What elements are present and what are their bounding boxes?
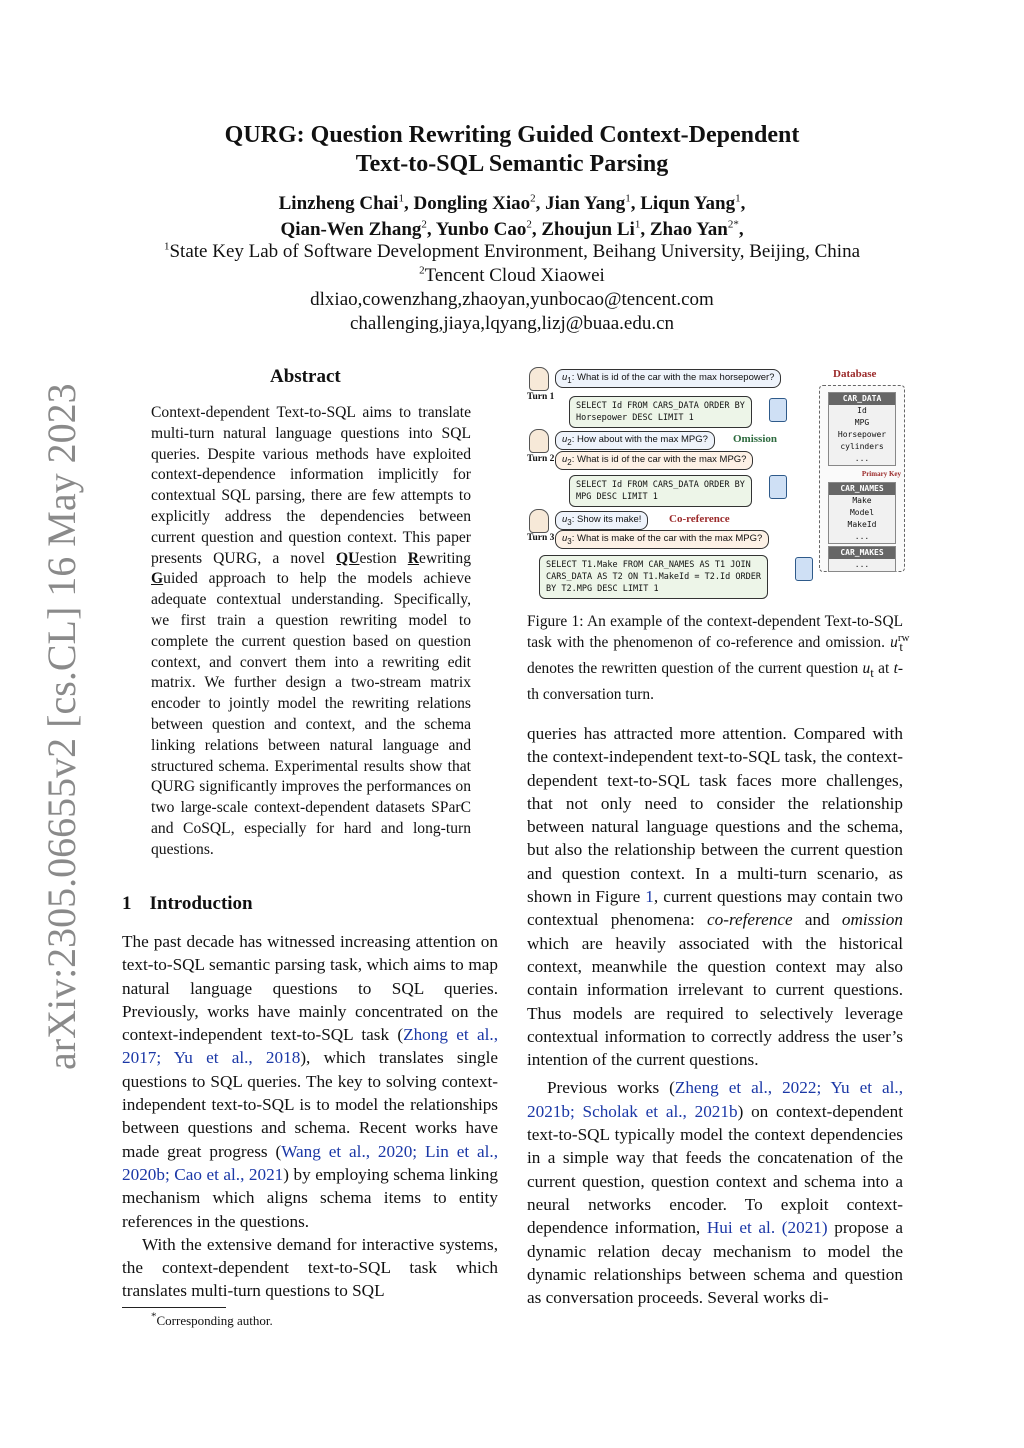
question-u3: $u_3$: Show its make! bbox=[555, 511, 648, 530]
table-car-names: CAR_NAMES Make Model MakeId ... bbox=[828, 482, 896, 544]
database-title: Database bbox=[833, 368, 877, 380]
author-line-1: Linzheng Chai$^1$, Dongling Xiao$^2$, Jian Yang$^1$, Liqun Yang$^1$, bbox=[278, 192, 746, 214]
primary-key-label: Primary Key bbox=[861, 470, 901, 478]
citation-link[interactable]: Hui et al. (2021) bbox=[706, 1218, 828, 1238]
omission-tag: Omission bbox=[733, 433, 778, 445]
question-u2-rewritten: $u_2$: What is id of the car with the max MPG? bbox=[555, 451, 753, 470]
author-line-2: Qian-Wen Zhang$^2$, Yunbo Cao$^2$, Zhoujun Li$^1$, Zhao Yan$^{2*}$, bbox=[280, 218, 744, 240]
intro-paragraph-1: The past decade has witnessed increasing attention on text-to-SQL semantic parsing task, which aims to map natural language questions to SQL queries. Previously, works have mainly concentrated on the context-independent text-to-SQL task (Zhong et al., 2017; Yu et al., 2018), which translates single questions to SQL queries. The key to solving context-independent text-to-SQL is to model the relationships between questions and schema. Recent works have made great progress (Wang et al., 2020; Lin et al., 2020b; Cao et al., 2021) by employing schema linking mechanism which aligns schema items to entity references in the questions. bbox=[122, 932, 499, 1231]
user-head-icon bbox=[529, 509, 549, 533]
title-line-1: QURG: Question Rewriting Guided Context-Dependent bbox=[224, 122, 800, 148]
table-car-data: CAR_DATA Id MPG Horsepower cylinders ... bbox=[828, 392, 896, 466]
intro-paragraph-4: Previous works (Zheng et al., 2022; Yu et al., 2021b; Scholak et al., 2021b) on context-dependent text-to-SQL typically model the context dependencies in a simple way that feeds the concatenation of the current question, question context and schema into a neural networks encoder. To exploit context-dependence information, Hui et al. (2021) propose a dynamic relation decay mechanism to model the dynamic relationships between schema and question as conversation proceeds. Several works di- bbox=[527, 1078, 903, 1308]
table-car-makes: CAR_MAKES ... bbox=[828, 546, 896, 572]
abstract-body: Context-dependent Text-to-SQL aims to translate multi-turn natural language questions into SQL queries. Despite various methods have exploited context-dependence information implicitly for contextual SQL parsing, there are few attempts to explicitly address the dependencies between current question and question context. This paper presents QURG, a novel QUestion Rewriting Guided approach to help the models achieve adequate contextual understanding. Specifically, we first train a question rewriting model to complete the current question based on question context, and convert them into a rewriting edit matrix. We further design a two-stream matrix encoder to jointly model the rewriting relations between question and context, and the schema linking relations between natural language and structured schema. Experimental results show that QURG significantly improves the performances on two large-scale context-dependent datasets SParC and CoSQL, especially for hard and long-turn questions. bbox=[151, 404, 471, 858]
intro-paragraph-3: queries has attracted more attention. Compared with the context-independent text-to-SQL task, the context-dependent text-to-SQL task faces more challenges, that not only need to consider the relationship between natural language questions and the schema, but also the relationship between the current question and question context. In a multi-turn scenario, as shown in Figure 1, current questions may contain two contextual phenomena: co-reference and omission which are heavily associated with the historical context, meanwhile the question context may also contain information irrelevant to current questions. Thus models are required to selectively leverage contextual information to correctly address the user’s intention of the current questions. bbox=[527, 724, 904, 1070]
footnote-rule bbox=[122, 1307, 226, 1308]
intro-right-column bbox=[527, 722, 903, 1309]
affiliation-1: $^1$State Key Lab of Software Development Environment, Beihang University, Beijing, China bbox=[163, 240, 861, 262]
user-head-icon bbox=[529, 367, 549, 391]
figure-1 bbox=[527, 363, 907, 603]
figure-link[interactable]: 1 bbox=[645, 887, 654, 907]
question-u2: $u_2$: How about with the max MPG? bbox=[555, 431, 715, 450]
sql-turn-1: SELECT Id FROM CARS_DATA ORDER BY Horsepower DESC LIMIT 1 bbox=[569, 396, 752, 428]
turn-1-label: Turn 1 bbox=[527, 392, 555, 402]
citation-link[interactable]: Wang et al., 2020; Lin et al., 2020b; Cao et al., 2021 bbox=[122, 1141, 499, 1184]
citation-link[interactable]: Zheng et al., 2022; Yu et al., 2021b; Scholak et al., 2021b bbox=[527, 1078, 903, 1121]
sql-turn-3: SELECT T1.Make FROM CAR_NAMES AS T1 JOIN CARS_DATA AS T2 ON T1.MakeId = T2.Id ORDER BY T2.MPG DESC LIMIT 1 bbox=[539, 555, 768, 599]
paper-title bbox=[0, 121, 1024, 179]
section-heading-introduction: 1 Introduction bbox=[122, 893, 253, 914]
question-u1: $u_1$: What is id of the car with the max horsepower? bbox=[555, 369, 781, 388]
abstract-heading: Abstract bbox=[270, 366, 341, 387]
email-2: challenging,jiaya,lqyang,lizj@buaa.edu.cn bbox=[349, 313, 675, 334]
arxiv-id: arXiv:2305.06655v2 [cs.CL] 16 May 2023 bbox=[39, 383, 84, 1070]
figure-1-caption: Figure 1: An example of the context-dependent Text-to-SQL task with the phenomenon of co-reference and omission. $u^{rw}_t$ denotes the rewritten question of the current question $u_t$ at t-th conversation turn. bbox=[527, 613, 910, 704]
footnote: *Corresponding author. bbox=[151, 1310, 273, 1328]
database-schema bbox=[819, 385, 905, 572]
robot-icon bbox=[769, 475, 787, 499]
author-list bbox=[0, 191, 1024, 243]
turn-3-label: Turn 3 bbox=[527, 533, 555, 543]
intro-left-column bbox=[122, 930, 498, 1303]
title-line-2: Text-to-SQL Semantic Parsing bbox=[355, 151, 669, 177]
intro-paragraph-2: With the extensive demand for interactive systems, the context-dependent text-to-SQL task which translates multi-turn questions to SQL bbox=[122, 1234, 498, 1301]
turn-2-label: Turn 2 bbox=[527, 454, 555, 464]
email-1: dlxiao,cowenzhang,zhaoyan,yunbocao@tencent.com bbox=[310, 289, 714, 310]
coreference-tag: Co-reference bbox=[669, 513, 730, 525]
user-head-icon bbox=[529, 429, 549, 453]
citation-link[interactable]: Zhong et al., 2017; Yu et al., 2018 bbox=[122, 1025, 498, 1068]
question-u3-rewritten: $u_3$: What is make of the car with the max MPG? bbox=[555, 530, 769, 549]
robot-icon bbox=[795, 557, 813, 581]
sql-turn-2: SELECT Id FROM CARS_DATA ORDER BY MPG DESC LIMIT 1 bbox=[569, 475, 752, 507]
affiliation-2: $^2$Tencent Cloud Xiaowei bbox=[419, 264, 605, 286]
robot-icon bbox=[769, 398, 787, 422]
